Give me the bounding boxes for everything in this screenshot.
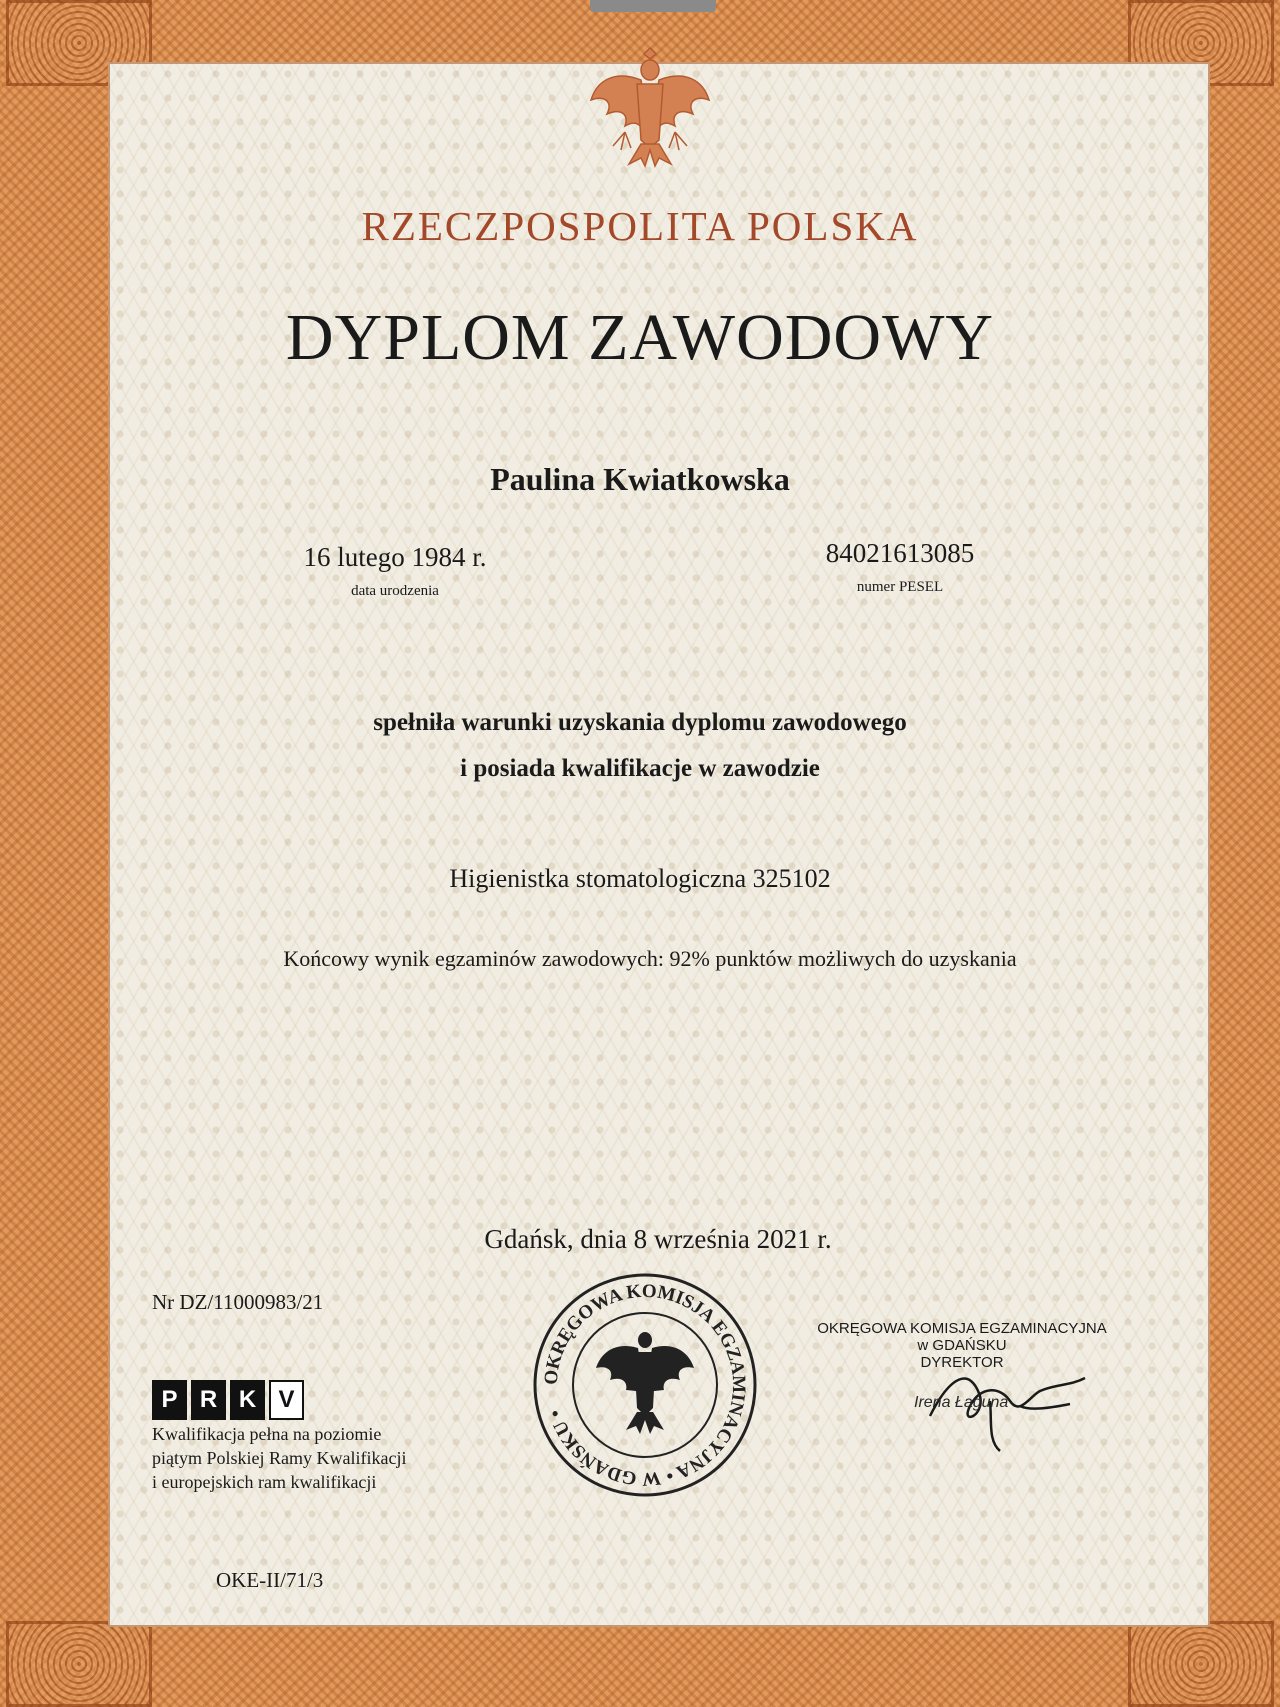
profession: Higienistka stomatologiczna 325102 xyxy=(449,864,831,893)
form-code: OKE-II/71/3 xyxy=(216,1568,324,1592)
birth-date-label: data urodzenia xyxy=(351,583,439,599)
place-and-date: Gdańsk, dnia 8 września 2021 r. xyxy=(484,1224,832,1254)
exam-result: Końcowy wynik egzaminów zawodowych: 92% punktów możliwych do uzyskania xyxy=(283,946,1017,971)
prk-description xyxy=(152,1422,452,1494)
binder-clip xyxy=(590,0,716,12)
holder-name: Paulina Kwiatkowska xyxy=(490,461,790,497)
prk-line-1: Kwalifikacja pełna na poziomie xyxy=(152,1424,382,1444)
pesel-label: numer PESEL xyxy=(856,579,944,595)
commission-line-2: w GDAŃSKU xyxy=(917,1337,1007,1354)
prk-line-2: piątym Polskiej Ramy Kwalifikacji xyxy=(152,1448,407,1468)
prk-level: V xyxy=(269,1380,304,1420)
prk-logo xyxy=(152,1380,308,1420)
birth-date-value: 16 lutego 1984 r. xyxy=(303,542,487,572)
polish-eagle-emblem-icon xyxy=(585,40,715,170)
corner-ornament-bottom-left xyxy=(6,1621,152,1707)
prk-line-3: i europejskich ram kwalifikacji xyxy=(152,1472,377,1492)
signer-name: Irena Łaguna xyxy=(914,1394,1009,1411)
birth-date-field xyxy=(270,542,520,600)
qualification-statement xyxy=(0,700,1280,792)
pesel-value: 84021613085 xyxy=(825,538,975,568)
commission-line-1: OKRĘGOWA KOMISJA EGZAMINACYJNA xyxy=(817,1320,1107,1337)
prk-letter-p: P xyxy=(152,1380,187,1420)
commission-line-3: DYREKTOR xyxy=(920,1354,1004,1371)
diploma-title: DYPLOM ZAWODOWY xyxy=(285,301,995,374)
prk-letter-k: K xyxy=(230,1380,265,1420)
prk-letter-r: R xyxy=(191,1380,226,1420)
corner-ornament-bottom-right xyxy=(1128,1621,1274,1707)
diploma-number: Nr DZ/11000983/21 xyxy=(152,1290,324,1314)
official-seal-eagle-icon xyxy=(530,1270,760,1500)
republic-heading: RZECZPOSPOLITA POLSKA xyxy=(361,203,919,249)
seal-ring-text: OKRĘGOWA KOMISJA EGZAMINACYJNA • W GDAŃSKU • xyxy=(540,1280,750,1490)
pesel-field xyxy=(790,538,1010,596)
statement-line-1: spełniła warunki uzyskania dyplomu zawodowego xyxy=(373,709,907,736)
statement-line-2: i posiada kwalifikacje w zawodzie xyxy=(460,755,820,782)
